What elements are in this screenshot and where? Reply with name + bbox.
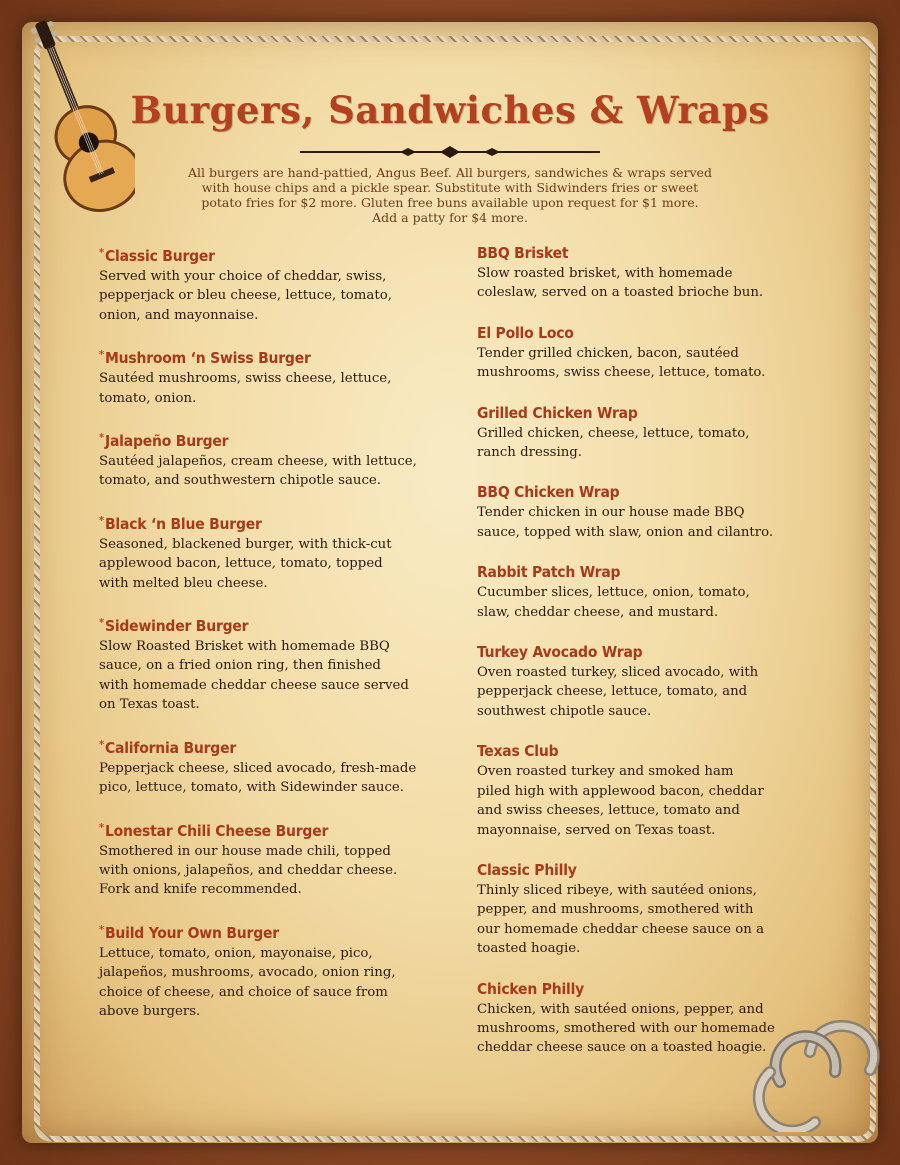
- description-line: Tender grilled chicken, bacon, sautéed: [477, 345, 739, 361]
- menu-item-title: El Pollo Loco: [477, 323, 574, 342]
- description-line: piled high with applewood bacon, cheddar: [477, 783, 764, 799]
- description-line: Sautéed mushrooms, swiss cheese, lettuce,: [99, 371, 392, 387]
- description-line: Seasoned, blackened burger, with thick-cut: [99, 536, 392, 552]
- menu-item-title: BBQ Chicken Wrap: [477, 483, 620, 502]
- description-line: sauce, topped with slaw, onion and cilantro.: [477, 524, 774, 540]
- menu-item: [477, 740, 807, 840]
- description-line: mushrooms, smothered with our homemade: [477, 1020, 775, 1036]
- menu-item: [477, 402, 807, 463]
- menu-item: [99, 817, 439, 900]
- description-line: with melted bleu cheese.: [99, 575, 268, 591]
- description-line: tomato, and southwestern chipotle sauce.: [99, 473, 381, 489]
- menu-item-name: [99, 344, 439, 369]
- description-line: Fork and knife recommended.: [99, 882, 302, 898]
- menu-item: [477, 322, 807, 383]
- description-line: cheddar cheese sauce on a toasted hoagie.: [477, 1040, 767, 1056]
- menu-item-title: Sidewinder Burger: [104, 617, 249, 636]
- menu-item: [99, 734, 439, 798]
- menu-item-name: [477, 740, 807, 762]
- asterisk-marker: *: [99, 820, 104, 834]
- intro-line: potato fries for $2 more. Gluten free buns available upon request for $1 more.: [201, 195, 699, 210]
- burger-column: [99, 242, 439, 1040]
- description-line: southwest chipotle sauce.: [477, 703, 652, 719]
- menu-item-title: BBQ Brisket: [477, 244, 569, 262]
- description-line: Cucumber slices, lettuce, onion, tomato,: [477, 585, 750, 601]
- description-line: with onions, jalapeños, and cheddar cheese.: [99, 862, 398, 878]
- menu-item: [99, 919, 439, 1022]
- menu-item-description: [99, 944, 439, 1022]
- description-line: choice of cheese, and choice of sauce from: [99, 984, 388, 1000]
- menu-item-name: [477, 481, 807, 503]
- description-line: ranch dressing.: [477, 445, 583, 461]
- menu-item-title: Jalapeño Burger: [104, 432, 229, 451]
- menu-item-title: Rabbit Patch Wrap: [477, 563, 621, 582]
- menu-item-title: Classic Burger: [104, 247, 215, 265]
- menu-item: [99, 242, 439, 325]
- description-line: and swiss cheeses, lettuce, tomato and: [477, 803, 740, 819]
- description-line: sauce, on a fried onion ring, then finished: [99, 658, 381, 674]
- menu-item-name: [99, 510, 439, 535]
- description-line: Lettuce, tomato, onion, mayonaise, pico,: [99, 945, 373, 961]
- description-line: Smothered in our house made chili, topped: [99, 843, 391, 859]
- menu-item-title: Texas Club: [477, 742, 559, 761]
- description-line: Chicken, with sautéed onions, pepper, and: [477, 1001, 764, 1017]
- sandwich-column: [477, 242, 807, 1077]
- menu-item-description: [99, 369, 439, 408]
- menu-item: [477, 859, 807, 959]
- description-line: on Texas toast.: [99, 697, 200, 713]
- menu-item-title: Classic Philly: [477, 860, 577, 879]
- menu-item-name: [477, 402, 807, 424]
- description-line: slaw, cheddar cheese, and mustard.: [477, 604, 719, 620]
- menu-item-title: California Burger: [104, 738, 237, 757]
- asterisk-marker: *: [99, 737, 104, 751]
- menu-item: [477, 242, 807, 303]
- intro-line: All burgers are hand-pattied, Angus Beef. All burgers, sandwiches & wraps served: [188, 165, 712, 180]
- menu-item-name: [477, 561, 807, 583]
- description-line: Thinly sliced ribeye, with sautéed onions,: [477, 882, 757, 898]
- menu-item-description: [477, 264, 807, 303]
- asterisk-marker: *: [99, 246, 104, 259]
- intro-line: with house chips and a pickle spear. Substitute with Sidwinders fries or sweet: [201, 180, 699, 195]
- menu-item-description: [477, 344, 807, 383]
- menu-item-title: Black ‘n Blue Burger: [104, 514, 262, 533]
- menu-item-description: [99, 267, 439, 325]
- menu-item-description: [99, 637, 439, 715]
- description-line: Tender chicken in our house made BBQ: [477, 505, 745, 521]
- menu-title: Burgers, Sandwiches & Wraps: [130, 88, 770, 132]
- description-line: Served with your choice of cheddar, swiss,: [99, 269, 387, 284]
- menu-item-name: [99, 427, 439, 452]
- horseshoes-icon: [740, 1012, 895, 1132]
- menu-item-name: [477, 978, 807, 1000]
- asterisk-marker: *: [99, 616, 104, 630]
- menu-item-description: [99, 759, 439, 798]
- description-line: our homemade cheddar cheese sauce on a: [477, 921, 765, 937]
- menu-item-name: [99, 242, 439, 267]
- menu-item-title: Build Your Own Burger: [104, 923, 279, 942]
- menu-item-description: [477, 881, 807, 959]
- description-line: mayonnaise, served on Texas toast.: [477, 822, 716, 838]
- menu-item: [477, 641, 807, 721]
- menu-item-description: [477, 583, 807, 622]
- menu-item-description: [477, 762, 807, 840]
- menu-item: [99, 427, 439, 491]
- description-line: pepper, and mushrooms, smothered with: [477, 902, 754, 918]
- description-line: pico, lettuce, tomato, with Sidewinder sauce.: [99, 780, 405, 796]
- description-line: mushrooms, swiss cheese, lettuce, tomato.: [477, 365, 766, 381]
- description-line: Slow Roasted Brisket with homemade BBQ: [99, 639, 390, 655]
- menu-item-name: [477, 322, 807, 344]
- divider-ornament: [300, 145, 600, 159]
- description-line: pepperjack cheese, lettuce, tomato, and: [477, 684, 748, 700]
- menu-item-title: Lonestar Chili Cheese Burger: [104, 821, 329, 840]
- description-line: applewood bacon, lettuce, tomato, topped: [99, 556, 383, 572]
- menu-item-description: [99, 535, 439, 593]
- description-line: tomato, onion.: [99, 390, 197, 406]
- menu-item-description: [477, 503, 807, 542]
- description-line: Grilled chicken, cheese, lettuce, tomato,: [477, 425, 750, 441]
- menu-item: [99, 612, 439, 715]
- description-line: Oven roasted turkey and smoked ham: [477, 764, 734, 780]
- menu-item-description: [477, 424, 807, 463]
- asterisk-marker: *: [99, 431, 104, 445]
- description-line: with homemade cheddar cheese sauce served: [99, 677, 409, 693]
- menu-item-title: Grilled Chicken Wrap: [477, 403, 638, 422]
- description-line: Sautéed jalapeños, cream cheese, with lettuce,: [99, 454, 417, 470]
- menu-item-name: [477, 859, 807, 881]
- description-line: pepperjack or bleu cheese, lettuce, tomato,: [99, 288, 392, 304]
- menu-item-title: Mushroom ‘n Swiss Burger: [104, 349, 311, 368]
- menu-item-name: [99, 817, 439, 842]
- menu-item: [477, 481, 807, 542]
- menu-item: [99, 510, 439, 593]
- menu-item-name: [477, 641, 807, 663]
- menu-item-title: Turkey Avocado Wrap: [477, 643, 643, 662]
- description-line: Slow roasted brisket, with homemade: [477, 266, 733, 281]
- description-line: Pepperjack cheese, sliced avocado, fresh-made: [99, 760, 417, 776]
- description-line: coleslaw, served on a toasted brioche bun.: [477, 285, 764, 301]
- description-line: Oven roasted turkey, sliced avocado, with: [477, 665, 759, 681]
- menu-intro: [170, 165, 730, 225]
- menu-item-title: Chicken Philly: [477, 979, 585, 998]
- description-line: onion, and mayonnaise.: [99, 307, 259, 323]
- asterisk-marker: *: [99, 513, 104, 527]
- description-line: toasted hoagie.: [477, 941, 581, 957]
- menu-item-name: [99, 734, 439, 759]
- description-line: jalapeños, mushrooms, avocado, onion ring,: [99, 965, 396, 981]
- menu-item-name: [99, 919, 439, 944]
- menu-item-description: [477, 663, 807, 721]
- intro-line: Add a patty for $4 more.: [372, 210, 528, 225]
- menu-item-name: [477, 242, 807, 264]
- menu-item-description: [99, 842, 439, 900]
- menu-item: [477, 561, 807, 622]
- menu-item-description: [99, 452, 439, 491]
- menu-item-name: [99, 612, 439, 637]
- menu-item: [99, 344, 439, 408]
- description-line: above burgers.: [99, 1003, 201, 1019]
- asterisk-marker: *: [99, 922, 104, 936]
- asterisk-marker: *: [99, 348, 104, 362]
- guitar-icon: [20, 8, 135, 223]
